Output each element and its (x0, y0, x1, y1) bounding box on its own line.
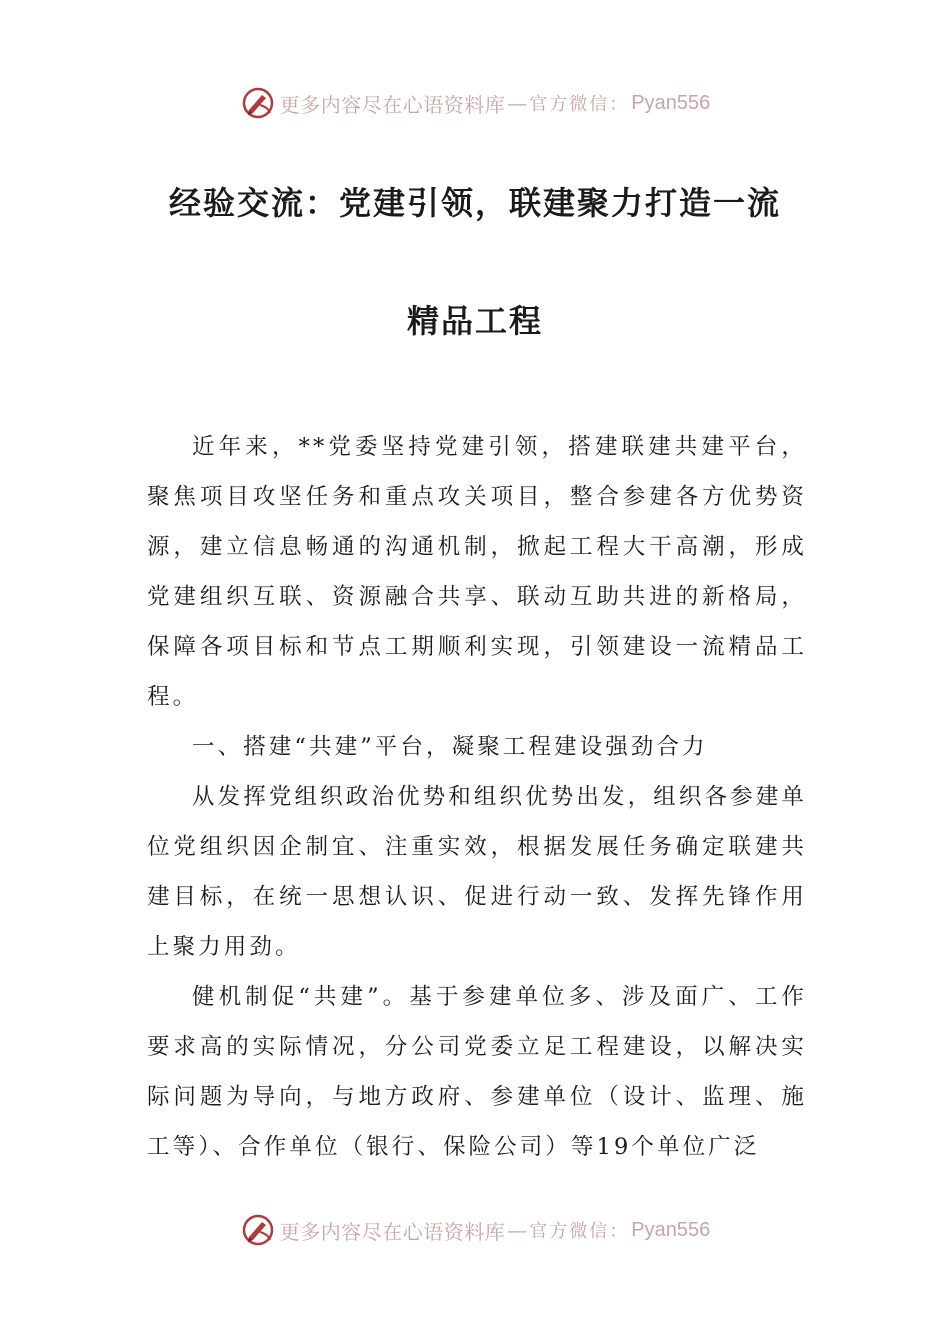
watermark-separator: — (507, 91, 528, 115)
document-body (147, 422, 807, 1172)
section-heading-1: 一、搭建“共建”平台，凝聚工程建设强劲合力 (192, 734, 708, 760)
pen-logo-icon (240, 85, 276, 121)
watermark-wechat-id: Pyan556 (631, 1218, 711, 1241)
document-title-line-1: 经验交流：党建引领，联建聚力打造一流 (168, 184, 781, 222)
watermark-wechat-id: Pyan556 (631, 91, 711, 114)
document-title-line-2: 精品工程 (406, 302, 543, 340)
watermark-separator: — (507, 1218, 528, 1242)
paragraph-mechanism: 健机制促“共建”。基于参建单位多、涉及面广、工作要求高的实际情况，分公司党委立足工程建设，以解决实际问题为导向，与地方政府、参建单位（设计、监理、施工等）、合作单位（银行、保险公司）等19个单位广泛 (147, 984, 807, 1160)
watermark-brand-text: 更多内容尽在心语资料库 (279, 1219, 506, 1244)
watermark-wechat-label: 官方微信： (529, 94, 630, 115)
footer-watermark (0, 1208, 950, 1252)
header-watermark (0, 81, 950, 125)
watermark-brand-text: 更多内容尽在心语资料库 (279, 92, 506, 117)
watermark-wechat-label: 官方微信： (529, 1221, 630, 1242)
paragraph-section-1: 从发挥党组织政治优势和组织优势出发，组织各参建单位党组织因企制宜、注重实效，根据发展任务确定联建共建目标，在统一思想认识、促进行动一致、发挥先锋作用上聚力用劲。 (147, 784, 807, 960)
pen-logo-icon (240, 1212, 276, 1248)
paragraph-intro: 近年来，**党委坚持党建引领，搭建联建共建平台，聚焦项目攻坚任务和重点攻关项目，整合参建各方优势资源，建立信息畅通的沟通机制，掀起工程大干高潮，形成党建组织互联、资源融合共享、联动互助共进的新格局，保障各项目标和节点工期顺利实现，引领建设一流精品工程。 (147, 434, 807, 710)
